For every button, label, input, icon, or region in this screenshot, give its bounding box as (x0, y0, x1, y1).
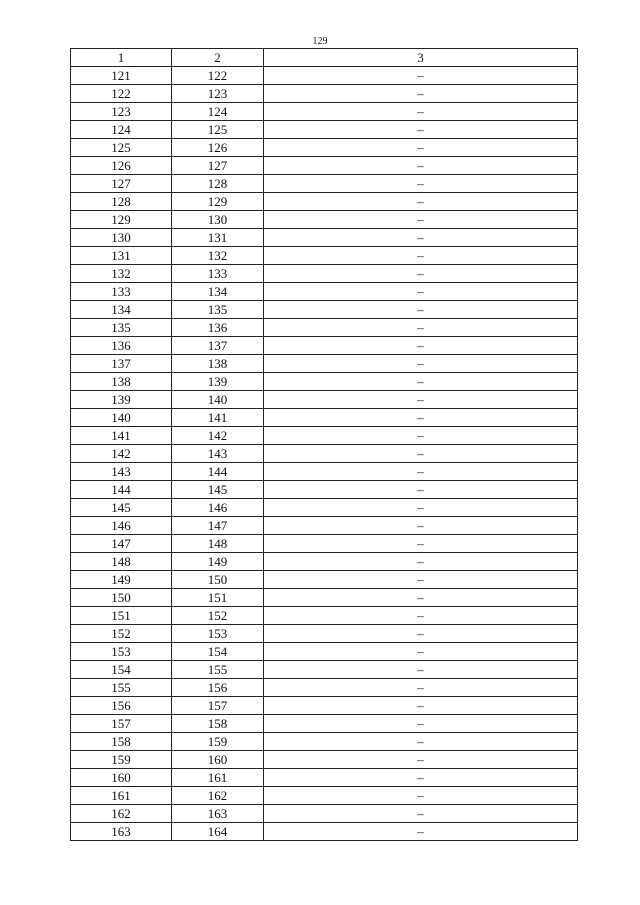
table-row (71, 823, 578, 841)
table-row (71, 697, 578, 715)
table-row (71, 769, 578, 787)
table-cell-col-3: – (264, 319, 578, 337)
table-row (71, 67, 578, 85)
table-cell-col-3: – (264, 535, 578, 553)
table-cell-col-2: 161 (172, 769, 264, 787)
table-cell-col-1: 150 (71, 589, 172, 607)
table-cell-col-2: 143 (172, 445, 264, 463)
table-cell-col-3: – (264, 751, 578, 769)
table-cell-col-1: 130 (71, 229, 172, 247)
table-cell-col-1: 155 (71, 679, 172, 697)
table-row (71, 805, 578, 823)
table-row (71, 85, 578, 103)
table-cell-col-3: – (264, 139, 578, 157)
table-cell-col-2: 140 (172, 391, 264, 409)
table-cell-col-3: – (264, 103, 578, 121)
table-cell-col-1: 124 (71, 121, 172, 139)
table-cell-col-3: – (264, 697, 578, 715)
table-cell-col-1: 128 (71, 193, 172, 211)
table-cell-col-3: – (264, 445, 578, 463)
table-row (71, 283, 578, 301)
table-cell-col-3: – (264, 517, 578, 535)
table-row (71, 175, 578, 193)
table-row (71, 607, 578, 625)
table-cell-col-1: 143 (71, 463, 172, 481)
table-cell-col-1: 123 (71, 103, 172, 121)
table-cell-col-2: 163 (172, 805, 264, 823)
table-cell-col-2: 135 (172, 301, 264, 319)
table-row (71, 355, 578, 373)
table-cell-col-2: 156 (172, 679, 264, 697)
table-cell-col-3: – (264, 571, 578, 589)
header-row (71, 49, 578, 67)
table-cell-col-3: – (264, 283, 578, 301)
table-cell-col-2: 145 (172, 481, 264, 499)
table-cell-col-2: 137 (172, 337, 264, 355)
column-header-1: 1 (71, 49, 172, 67)
page-number: 129 (312, 36, 328, 47)
table-cell-col-1: 139 (71, 391, 172, 409)
table-row (71, 427, 578, 445)
table-row (71, 157, 578, 175)
table-cell-col-1: 144 (71, 481, 172, 499)
table-cell-col-2: 149 (172, 553, 264, 571)
table-cell-col-3: – (264, 409, 578, 427)
table-cell-col-3: – (264, 211, 578, 229)
table-cell-col-2: 130 (172, 211, 264, 229)
data-table (70, 48, 578, 841)
table-cell-col-1: 151 (71, 607, 172, 625)
table-cell-col-1: 145 (71, 499, 172, 517)
table-row (71, 571, 578, 589)
table-cell-col-3: – (264, 481, 578, 499)
table-cell-col-1: 160 (71, 769, 172, 787)
table-cell-col-2: 127 (172, 157, 264, 175)
table-cell-col-2: 123 (172, 85, 264, 103)
table-row (71, 751, 578, 769)
table-cell-col-2: 122 (172, 67, 264, 85)
table-cell-col-1: 142 (71, 445, 172, 463)
table-cell-col-2: 159 (172, 733, 264, 751)
table-cell-col-1: 135 (71, 319, 172, 337)
table-row (71, 373, 578, 391)
table-cell-col-2: 139 (172, 373, 264, 391)
table-cell-col-2: 162 (172, 787, 264, 805)
table-cell-col-2: 129 (172, 193, 264, 211)
table-cell-col-2: 142 (172, 427, 264, 445)
table-row (71, 193, 578, 211)
table-cell-col-1: 156 (71, 697, 172, 715)
table-row (71, 103, 578, 121)
table-row (71, 319, 578, 337)
table-cell-col-1: 141 (71, 427, 172, 445)
table-cell-col-1: 121 (71, 67, 172, 85)
table-cell-col-3: – (264, 463, 578, 481)
table-cell-col-1: 154 (71, 661, 172, 679)
table-row (71, 733, 578, 751)
table-cell-col-3: – (264, 157, 578, 175)
table-row (71, 481, 578, 499)
table-cell-col-3: – (264, 175, 578, 193)
table-cell-col-2: 144 (172, 463, 264, 481)
table-cell-col-2: 126 (172, 139, 264, 157)
table-cell-col-1: 158 (71, 733, 172, 751)
table-row (71, 391, 578, 409)
table-cell-col-3: – (264, 373, 578, 391)
column-header-2: 2 (172, 49, 264, 67)
table-cell-col-3: – (264, 805, 578, 823)
table-cell-col-3: – (264, 589, 578, 607)
table-cell-col-3: – (264, 715, 578, 733)
table-cell-col-2: 150 (172, 571, 264, 589)
table-row (71, 139, 578, 157)
table-cell-col-3: – (264, 265, 578, 283)
table-row (71, 409, 578, 427)
table-cell-col-1: 132 (71, 265, 172, 283)
table-cell-col-3: – (264, 787, 578, 805)
table-cell-col-2: 151 (172, 589, 264, 607)
table-cell-col-3: – (264, 391, 578, 409)
table-cell-col-1: 140 (71, 409, 172, 427)
table-cell-col-3: – (264, 247, 578, 265)
table-cell-col-2: 131 (172, 229, 264, 247)
table-cell-col-3: – (264, 337, 578, 355)
table-cell-col-1: 152 (71, 625, 172, 643)
table-cell-col-1: 162 (71, 805, 172, 823)
table-cell-col-3: – (264, 427, 578, 445)
table-cell-col-3: – (264, 499, 578, 517)
table-cell-col-3: – (264, 625, 578, 643)
table-cell-col-2: 134 (172, 283, 264, 301)
column-header-3: 3 (264, 49, 578, 67)
table-cell-col-2: 125 (172, 121, 264, 139)
table-cell-col-1: 148 (71, 553, 172, 571)
table-cell-col-2: 154 (172, 643, 264, 661)
table-cell-col-1: 147 (71, 535, 172, 553)
table-row (71, 787, 578, 805)
table-row (71, 535, 578, 553)
table-cell-col-2: 138 (172, 355, 264, 373)
table-cell-col-1: 127 (71, 175, 172, 193)
table-cell-col-3: – (264, 121, 578, 139)
table-cell-col-1: 163 (71, 823, 172, 841)
table-row (71, 211, 578, 229)
table-cell-col-1: 133 (71, 283, 172, 301)
table-cell-col-3: – (264, 229, 578, 247)
table-cell-col-2: 160 (172, 751, 264, 769)
table-cell-col-3: – (264, 355, 578, 373)
table-cell-col-2: 128 (172, 175, 264, 193)
table-cell-col-3: – (264, 679, 578, 697)
table-row (71, 463, 578, 481)
table-cell-col-3: – (264, 553, 578, 571)
table-cell-col-1: 125 (71, 139, 172, 157)
table-cell-col-1: 157 (71, 715, 172, 733)
table-cell-col-2: 155 (172, 661, 264, 679)
table-cell-col-1: 153 (71, 643, 172, 661)
table-cell-col-1: 146 (71, 517, 172, 535)
table-cell-col-1: 137 (71, 355, 172, 373)
table-cell-col-2: 164 (172, 823, 264, 841)
table-cell-col-3: – (264, 643, 578, 661)
table-cell-col-1: 161 (71, 787, 172, 805)
table-cell-col-2: 157 (172, 697, 264, 715)
table-cell-col-3: – (264, 193, 578, 211)
table-cell-col-1: 136 (71, 337, 172, 355)
table-row (71, 715, 578, 733)
table-row (71, 121, 578, 139)
table-cell-col-3: – (264, 607, 578, 625)
table-cell-col-2: 141 (172, 409, 264, 427)
table-cell-col-3: – (264, 823, 578, 841)
table-header (71, 49, 578, 67)
table-cell-col-1: 131 (71, 247, 172, 265)
table-cell-col-3: – (264, 301, 578, 319)
table-cell-col-2: 146 (172, 499, 264, 517)
table-cell-col-2: 158 (172, 715, 264, 733)
table-row (71, 517, 578, 535)
table-cell-col-2: 148 (172, 535, 264, 553)
table-cell-col-2: 147 (172, 517, 264, 535)
table-row (71, 445, 578, 463)
table-row (71, 229, 578, 247)
table-cell-col-3: – (264, 769, 578, 787)
table-row (71, 643, 578, 661)
table-cell-col-2: 132 (172, 247, 264, 265)
table-cell-col-2: 153 (172, 625, 264, 643)
table-row (71, 265, 578, 283)
table-cell-col-1: 159 (71, 751, 172, 769)
table-cell-col-2: 133 (172, 265, 264, 283)
table-cell-col-2: 152 (172, 607, 264, 625)
table-row (71, 553, 578, 571)
table-cell-col-3: – (264, 85, 578, 103)
table-cell-col-2: 124 (172, 103, 264, 121)
table-row (71, 679, 578, 697)
table-row (71, 625, 578, 643)
table-row (71, 247, 578, 265)
table-cell-col-1: 126 (71, 157, 172, 175)
table-row (71, 337, 578, 355)
table-cell-col-1: 122 (71, 85, 172, 103)
table-row (71, 499, 578, 517)
table-row (71, 661, 578, 679)
table-row (71, 301, 578, 319)
table-cell-col-1: 134 (71, 301, 172, 319)
table-cell-col-2: 136 (172, 319, 264, 337)
table-cell-col-1: 129 (71, 211, 172, 229)
table-body (71, 67, 578, 841)
table-cell-col-3: – (264, 661, 578, 679)
table-cell-col-3: – (264, 733, 578, 751)
table-row (71, 589, 578, 607)
table-cell-col-1: 149 (71, 571, 172, 589)
table-cell-col-3: – (264, 67, 578, 85)
table-cell-col-1: 138 (71, 373, 172, 391)
